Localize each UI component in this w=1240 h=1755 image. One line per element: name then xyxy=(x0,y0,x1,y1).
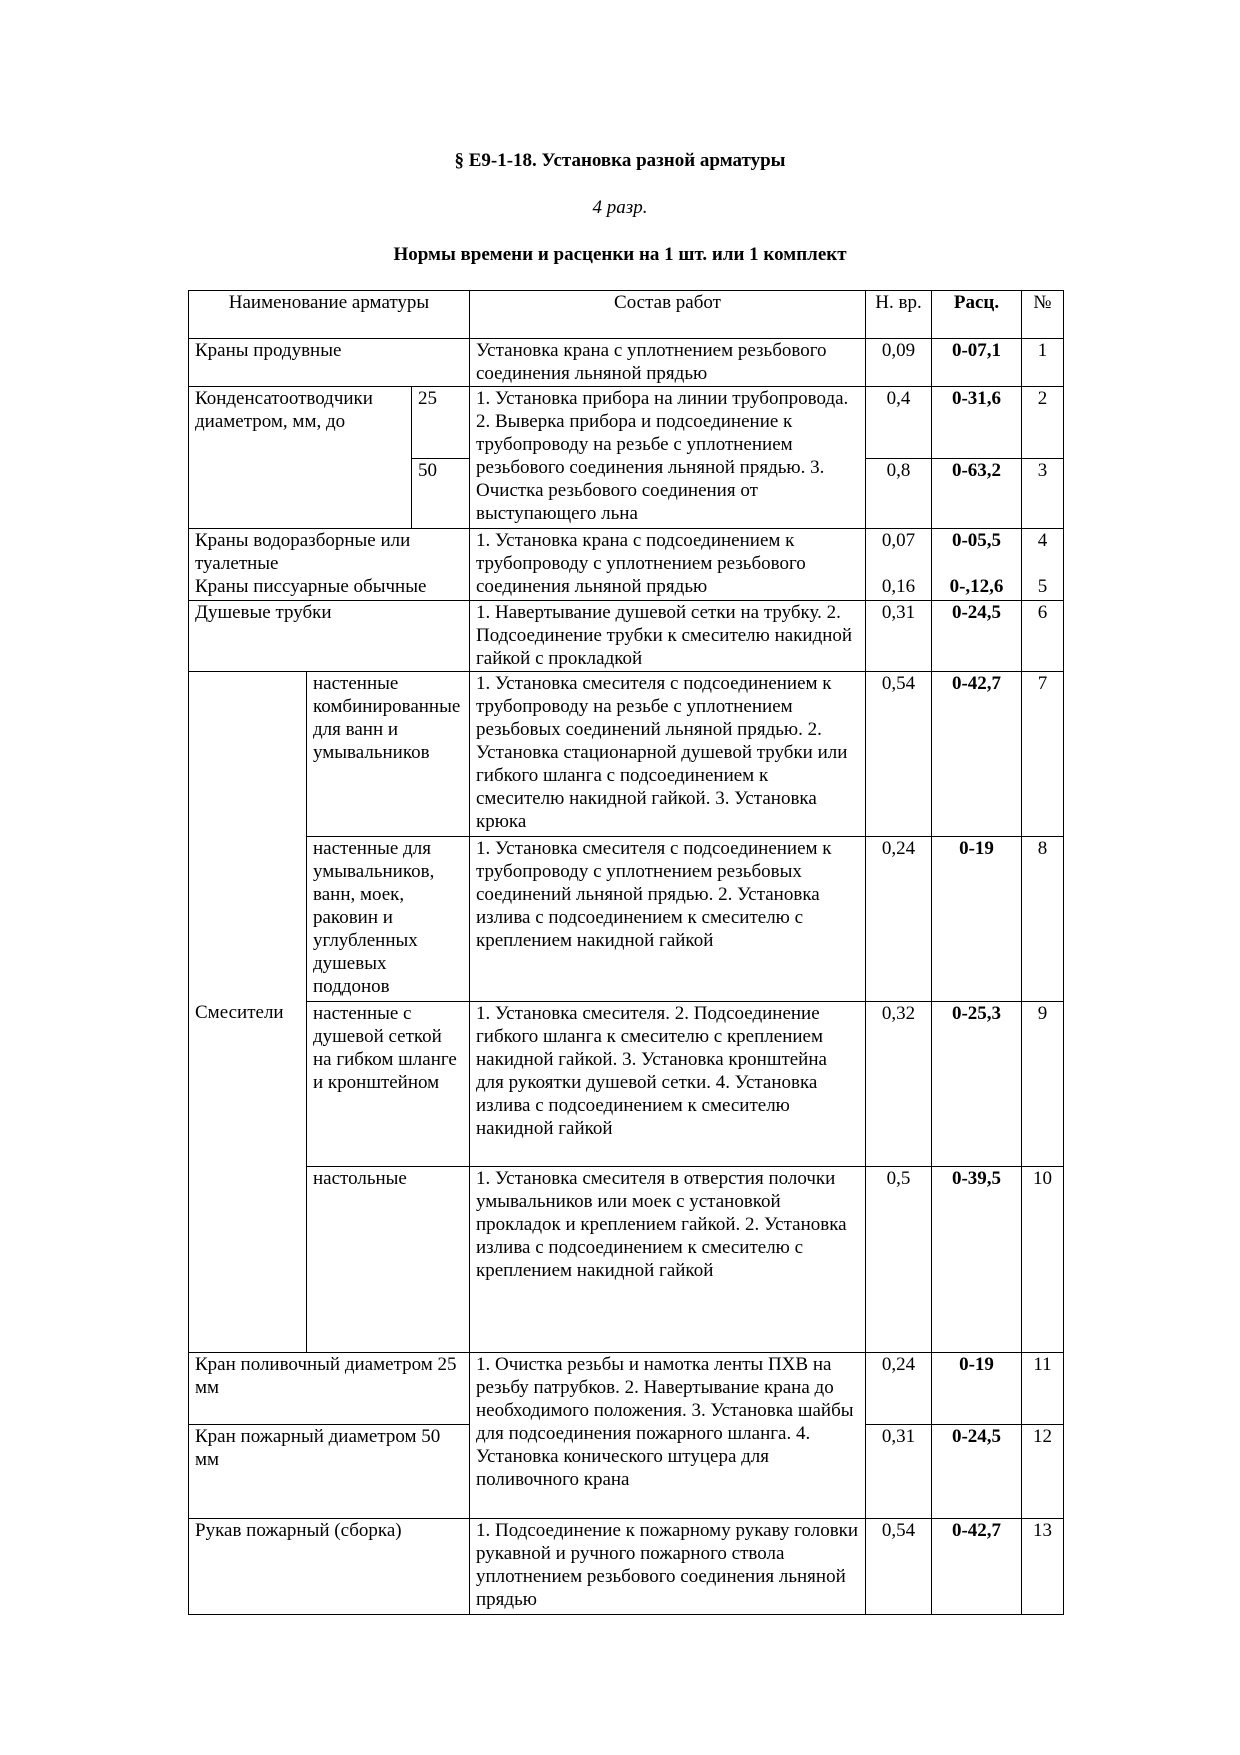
row-rate: 0-31,6 xyxy=(932,387,1022,459)
row-work: 1. Подсоединение к пожарному рукаву головки рукавной и ручного пожарного ствола уплотнением резьбового соединения льняной прядью xyxy=(470,1519,866,1615)
row-rate xyxy=(932,529,1022,601)
row-num: 6 xyxy=(1022,601,1064,672)
row-num: 11 xyxy=(1022,1353,1064,1425)
table-row xyxy=(189,339,1064,387)
table-row xyxy=(189,1519,1064,1615)
row-num: 10 xyxy=(1022,1167,1064,1353)
section-title: § Е9-1-18. Установка разной арматуры xyxy=(454,150,786,171)
row-rate: 0-19 xyxy=(932,1353,1022,1425)
row-time: 0,32 xyxy=(866,1002,932,1167)
table-header-row xyxy=(189,291,1064,339)
row-time: 0,54 xyxy=(866,1519,932,1615)
row-diameter: 50 xyxy=(412,459,470,529)
row-work: 1. Установка смесителя. 2. Подсоединение гибкого шланга к смесителю с креплением накидной гайкой. 3. Установка кронштейна для рукоятки душевой сетки. 4. Установка излива с подсоединением к смесителю накидной гайкой xyxy=(470,1002,866,1167)
row-num: 1 xyxy=(1022,339,1064,387)
row-rate: 0-39,5 xyxy=(932,1167,1022,1353)
table-row xyxy=(189,1002,1064,1167)
table-row xyxy=(189,837,1064,1002)
row-name: Конденсатоотводчики диаметром, мм, до xyxy=(189,387,412,529)
header-name: Наименование арматуры xyxy=(189,291,470,339)
row-rate: 0-63,2 xyxy=(932,459,1022,529)
row-num: 2 xyxy=(1022,387,1064,459)
row-name: Кран поливочный диаметром 25 мм xyxy=(189,1353,470,1425)
row-time: 0,31 xyxy=(866,601,932,672)
row-work: 1. Установка смесителя с подсоединением к трубопроводу на резьбе с уплотнением резьбовых соединений льняной прядью. 2. Установка стационарной душевой трубки или гибкого шланга с подсоединением к смесителю накидной гайкой. 3. Установка крюка xyxy=(470,672,866,837)
row-work: 1. Установка смесителя с подсоединением к трубопроводу с уплотнением резьбовых соединений льняной прядью. 2. Установка излива с подсоединением к смесителю с креплением накидной гайкой xyxy=(470,837,866,1002)
table-row xyxy=(189,529,1064,601)
table-row xyxy=(189,601,1064,672)
row-work: 1. Навертывание душевой сетки на трубку. 2. Подсоединение трубки к смесителю накидной гайкой с прокладкой xyxy=(470,601,866,672)
row-type: настольные xyxy=(307,1167,470,1353)
row-type: настенные для умывальников, ванн, моек, раковин и углубленных душевых поддонов xyxy=(307,837,470,1002)
row-work: 1. Установка крана с подсоединением к трубопроводу с уплотнением резьбового соединения льняной прядью xyxy=(470,529,866,601)
table-row xyxy=(189,387,1064,459)
row-name xyxy=(189,529,470,601)
row-num: 13 xyxy=(1022,1519,1064,1615)
row-name: Кран пожарный диаметром 50 мм xyxy=(189,1425,470,1519)
header-num: № xyxy=(1022,291,1064,339)
row-work-part-2: 3. Установка шайбы для подсоединения пожарного шланга. 4. Установка конического штуцера для поливочного крана xyxy=(476,1400,854,1490)
row-name-1: Краны водоразборные или туалетные xyxy=(195,530,411,574)
row-num xyxy=(1022,529,1064,601)
row-rate: 0-07,1 xyxy=(932,339,1022,387)
header-work: Состав работ xyxy=(470,291,866,339)
table-row xyxy=(189,1353,1064,1425)
norms-table xyxy=(188,290,1064,1615)
row-name: Душевые трубки xyxy=(189,601,470,672)
row-num: 12 xyxy=(1022,1425,1064,1519)
row-num: 9 xyxy=(1022,1002,1064,1167)
row-type: настенные комбинированные для ванн и умывальников xyxy=(307,672,470,837)
row-work-part-1: 1. Очистка резьбы и намотка ленты ПХВ на резьбу патрубков. 2. Навертывание крана до необходимого положения. xyxy=(476,1354,834,1421)
table-row xyxy=(189,1167,1064,1353)
row-time: 0,24 xyxy=(866,837,932,1002)
row-name: Краны продувные xyxy=(189,339,470,387)
row-time: 0,4 xyxy=(866,387,932,459)
row-rate-1: 0-05,5 xyxy=(951,530,1002,551)
row-time-2: 0,16 xyxy=(881,576,916,597)
row-time: 0,8 xyxy=(866,459,932,529)
row-time: 0,24 xyxy=(866,1353,932,1425)
row-name-2: Краны писсуарные обычные xyxy=(195,576,427,597)
row-rate: 0-42,7 xyxy=(932,672,1022,837)
header-rate: Расц. xyxy=(932,291,1022,339)
row-num-1: 4 xyxy=(1037,530,1048,551)
row-rate: 0-19 xyxy=(932,837,1022,1002)
row-time-1: 0,07 xyxy=(881,530,916,551)
row-work: Установка крана с уплотнением резьбового соединения льняной прядью xyxy=(470,339,866,387)
row-rate: 0-24,5 xyxy=(932,1425,1022,1519)
row-rate-2: 0-,12,6 xyxy=(949,576,1004,597)
norms-subtitle: Нормы времени и расценки на 1 шт. или 1 комплект xyxy=(393,244,847,265)
row-num: 8 xyxy=(1022,837,1064,1002)
row-rate: 0-24,5 xyxy=(932,601,1022,672)
row-work xyxy=(470,1353,866,1519)
row-time: 0,54 xyxy=(866,672,932,837)
row-num: 3 xyxy=(1022,459,1064,529)
row-num-2: 5 xyxy=(1037,576,1048,597)
table-row xyxy=(189,672,1064,837)
row-time: 0,09 xyxy=(866,339,932,387)
row-rate: 0-42,7 xyxy=(932,1519,1022,1615)
row-work: 1. Установка смесителя в отверстия полочки умывальников или моек с установкой прокладок и креплением гайкой. 2. Установка излива с подсоединением к смесителю с креплением накидной гайкой xyxy=(470,1167,866,1353)
row-work: 1. Установка прибора на линии трубопровода. 2. Выверка прибора и подсоединение к трубопроводу на резьбе с уплотнением резьбового соединения льняной прядью. 3. Очистка резьбового соединения от выступающего льна xyxy=(470,387,866,529)
row-time: 0,31 xyxy=(866,1425,932,1519)
row-time: 0,5 xyxy=(866,1167,932,1353)
row-name: Рукав пожарный (сборка) xyxy=(189,1519,470,1615)
row-group-name: Смесители xyxy=(189,672,307,1353)
header-time: Н. вр. xyxy=(866,291,932,339)
row-diameter: 25 xyxy=(412,387,470,459)
row-time xyxy=(866,529,932,601)
row-rate: 0-25,3 xyxy=(932,1002,1022,1167)
row-num: 7 xyxy=(1022,672,1064,837)
grade-label: 4 разр. xyxy=(592,197,648,218)
row-type: настенные с душевой сеткой на гибком шланге и кронштейном xyxy=(307,1002,470,1167)
